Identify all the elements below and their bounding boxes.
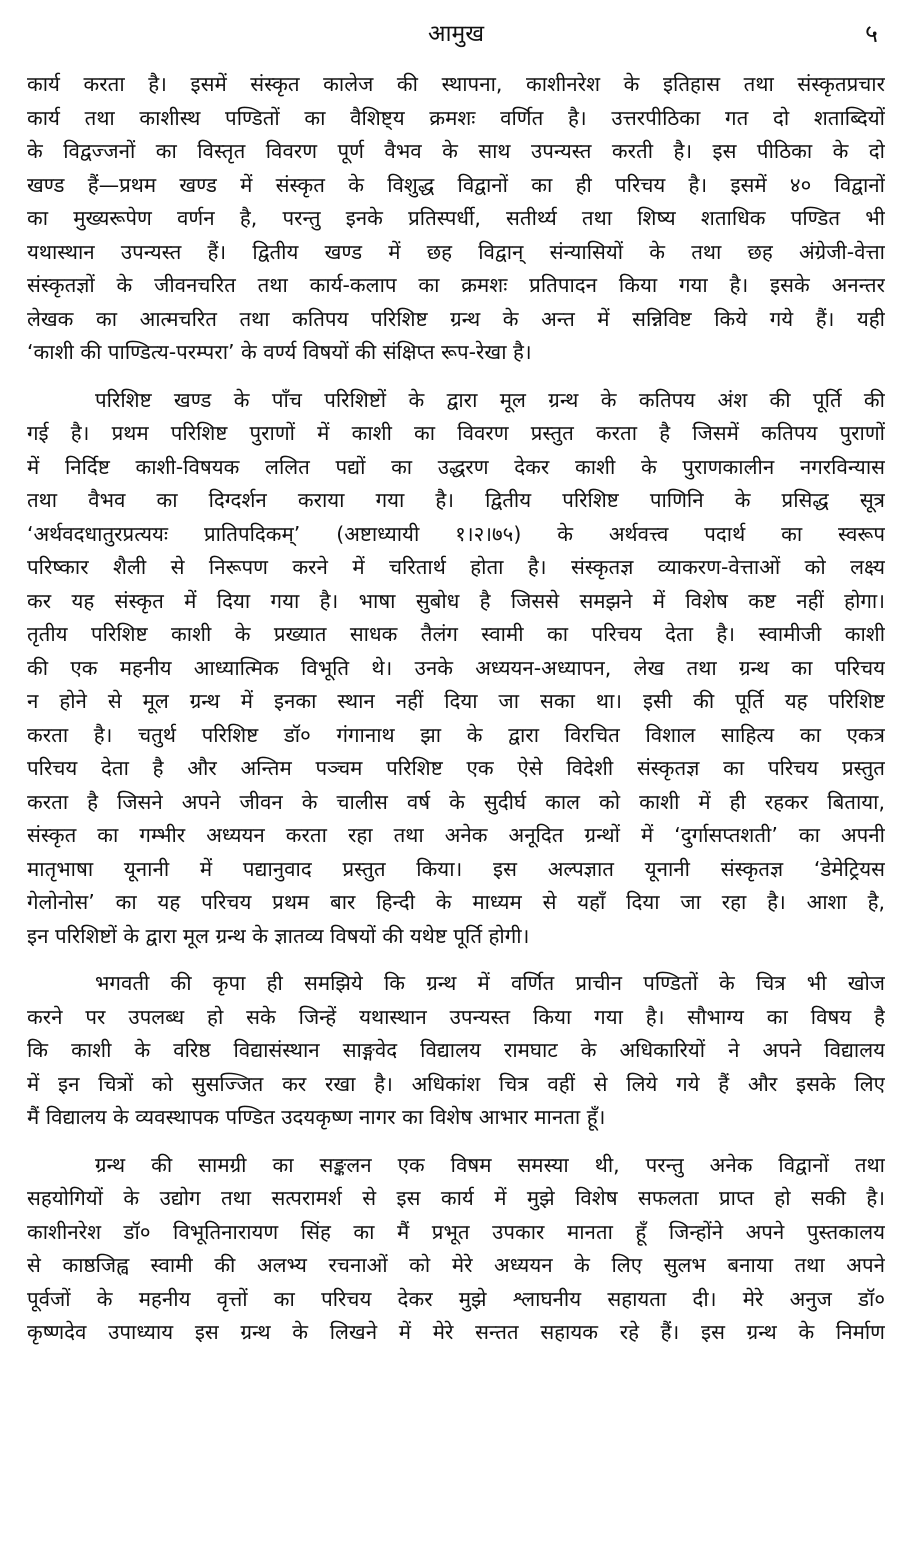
text-line: में इन चित्रों को सुसज्जित कर रखा है। अधिकांश चित्र वहीं से लिये गये हैं और इसके लिए [27, 1071, 885, 1096]
page-number: ५ [864, 19, 878, 48]
text-line: कार्य तथा काशीस्थ पण्डितों का वैशिष्ट्य क्रमशः वर्णित है। उत्तरपीठिका गत दो शताब्दियों [27, 105, 885, 130]
text-line: भगवती की कृपा ही समझिये कि ग्रन्थ में वर्णित प्राचीन पण्डितों के चित्र भी खोज [95, 971, 885, 995]
text-line: इन परिशिष्टों के द्वारा मूल ग्रन्थ के ज्ञातव्य विषयों की यथेष्ट पूर्ति होगी। [27, 923, 530, 948]
text-line: की एक महनीय आध्यात्मिक विभूति थे। उनके अध्ययन-अध्यापन, लेख तथा ग्रन्थ का परिचय [27, 655, 885, 680]
text-line: कृष्णदेव उपाध्याय इस ग्रन्थ के लिखने में मेरे सन्तत सहायक रहे हैं। इस ग्रन्थ के निर्माण [27, 1320, 885, 1344]
text-line: खण्ड हैं—प्रथम खण्ड में संस्कृत के विशुद्ध विद्वानों का ही परिचय है। इसमें ४० विद्वानों [27, 172, 885, 197]
text-line: संस्कृतज्ञों के जीवनचरित तथा कार्य-कलाप का क्रमशः प्रतिपादन किया गया है। इसके अनन्तर [27, 273, 885, 297]
paragraph-3 [27, 967, 885, 1135]
text-line: कार्य करता है। इसमें संस्कृत कालेज की स्थापना, काशीनरेश के इतिहास तथा संस्कृतप्रचार [27, 72, 885, 96]
text-line: तथा वैभव का दिग्दर्शन कराया गया है। द्वितीय परिशिष्ट पाणिनि के प्रसिद्ध सूत्र [27, 488, 885, 512]
text-line: परिष्कार शैली से निरूपण करने में चरितार्थ होता है। संस्कृतज्ञ व्याकरण-वेत्ताओं को लक्ष्य [27, 555, 885, 579]
running-header [0, 14, 912, 54]
text-line: गई है। प्रथम परिशिष्ट पुराणों में काशी का विवरण प्रस्तुत करता है जिसमें कतिपय पुराणों [27, 421, 885, 445]
chapter-title: आमुख [427, 21, 485, 47]
text-line: तृतीय परिशिष्ट काशी के प्रख्यात साधक तैलंग स्वामी का परिचय देता है। स्वामीजी काशी [27, 622, 885, 646]
text-line: यथास्थान उपन्यस्त हैं। द्वितीय खण्ड में छह विद्वान् संन्यासियों के तथा छह अंग्रेजी-वेत्ता [27, 239, 885, 264]
text-line: करता है जिसने अपने जीवन के चालीस वर्ष के सुदीर्घ काल को काशी में ही रहकर बिताया, [27, 789, 885, 814]
text-line: मातृभाषा यूनानी में पद्यानुवाद प्रस्तुत किया। इस अल्पज्ञात यूनानी संस्कृतज्ञ ‘डेमेट्रियस [27, 856, 885, 881]
text-line: संस्कृत का गम्भीर अध्ययन करता रहा तथा अनेक अनूदित ग्रन्थों में ‘दुर्गासप्तशती’ का अपनी [27, 823, 885, 847]
paragraph-4 [27, 1149, 885, 1350]
text-line: गेलोनोस’ का यह परिचय प्रथम बार हिन्दी के माध्यम से यहाँ दिया जा रहा है। आशा है, [27, 890, 885, 914]
text-line: के विद्वज्जनों का विस्तृत विवरण पूर्ण वैभव के साथ उपन्यस्त करती है। इस पीठिका के दो [27, 139, 885, 163]
text-line: ‘अर्थवदधातुरप्रत्ययः प्रातिपदिकम्’ (अष्टाध्यायी १।२।७५) के अर्थवत्त्व पदार्थ का स्वरूप [27, 521, 885, 546]
text-line: का मुख्यरूपेण वर्णन है, परन्तु इनके प्रतिस्पर्धी, सतीर्थ्य तथा शिष्य शताधिक पण्डित भी [27, 206, 885, 230]
text-line: पूर्वजों के महनीय वृत्तों का परिचय देकर मुझे श्लाघनीय सहायता दी। मेरे अनुज डॉ० [27, 1286, 885, 1311]
paragraph-2 [27, 384, 885, 954]
text-line: परिशिष्ट खण्ड के पाँच परिशिष्टों के द्वारा मूल ग्रन्थ के कतिपय अंश की पूर्ति की [95, 387, 885, 412]
text-line: सहयोगियों के उद्योग तथा सत्परामर्श से इस कार्य में मुझे विशेष सफलता प्राप्त हो सकी है। [27, 1186, 885, 1210]
text-line: करने पर उपलब्ध हो सके जिन्हें यथास्थान उपन्यस्त किया गया है। सौभाग्य का विषय है [27, 1004, 885, 1029]
text-line: कि काशी के वरिष्ठ विद्यासंस्थान साङ्गवेद विद्यालय रामघाट के अधिकारियों ने अपने विद्यालय [27, 1038, 885, 1062]
text-line: ‘काशी की पाण्डित्य-परम्परा’ के वर्ण्य विषयों की संक्षिप्त रूप-रेखा है। [27, 340, 532, 364]
text-line: ग्रन्थ की सामग्री का सङ्कलन एक विषम समस्या थी, परन्तु अनेक विद्वानों तथा [95, 1152, 885, 1177]
text-line: काशीनरेश डॉ० विभूतिनारायण सिंह का मैं प्रभूत उपकार मानता हूँ जिन्होंने अपने पुस्तकालय [27, 1219, 885, 1244]
text-line: कर यह संस्कृत में दिया गया है। भाषा सुबोध है जिससे समझने में विशेष कष्ट नहीं होगा। [27, 588, 885, 613]
text-line: में निर्दिष्ट काशी-विषयक ललित पद्यों का उद्धरण देकर काशी के पुराणकालीन नगरविन्यास [27, 454, 885, 479]
text-line: मैं विद्यालय के व्यवस्थापक पण्डित उदयकृष्ण नागर का विशेष आभार मानता हूँ। [27, 1105, 606, 1129]
paragraph-1 [27, 68, 885, 370]
text-line: लेखक का आत्मचरित तथा कतिपय परिशिष्ट ग्रन्थ के अन्त में सन्निविष्ट किये गये हैं। यही [27, 306, 885, 331]
text-line: करता है। चतुर्थ परिशिष्ट डॉ० गंगानाथ झा के द्वारा विरचित विशाल साहित्य का एकत्र [27, 722, 885, 747]
text-line: परिचय देता है और अन्तिम पञ्चम परिशिष्ट एक ऐसे विदेशी संस्कृतज्ञ का परिचय प्रस्तुत [27, 756, 885, 780]
body-text [27, 68, 885, 1364]
text-line: न होने से मूल ग्रन्थ में इनका स्थान नहीं दिया जा सका था। इसी की पूर्ति यह परिशिष्ट [27, 689, 885, 713]
text-line: से काष्ठजिह्व स्वामी की अलभ्य रचनाओं को मेरे अध्ययन के लिए सुलभ बनाया तथा अपने [27, 1253, 885, 1277]
